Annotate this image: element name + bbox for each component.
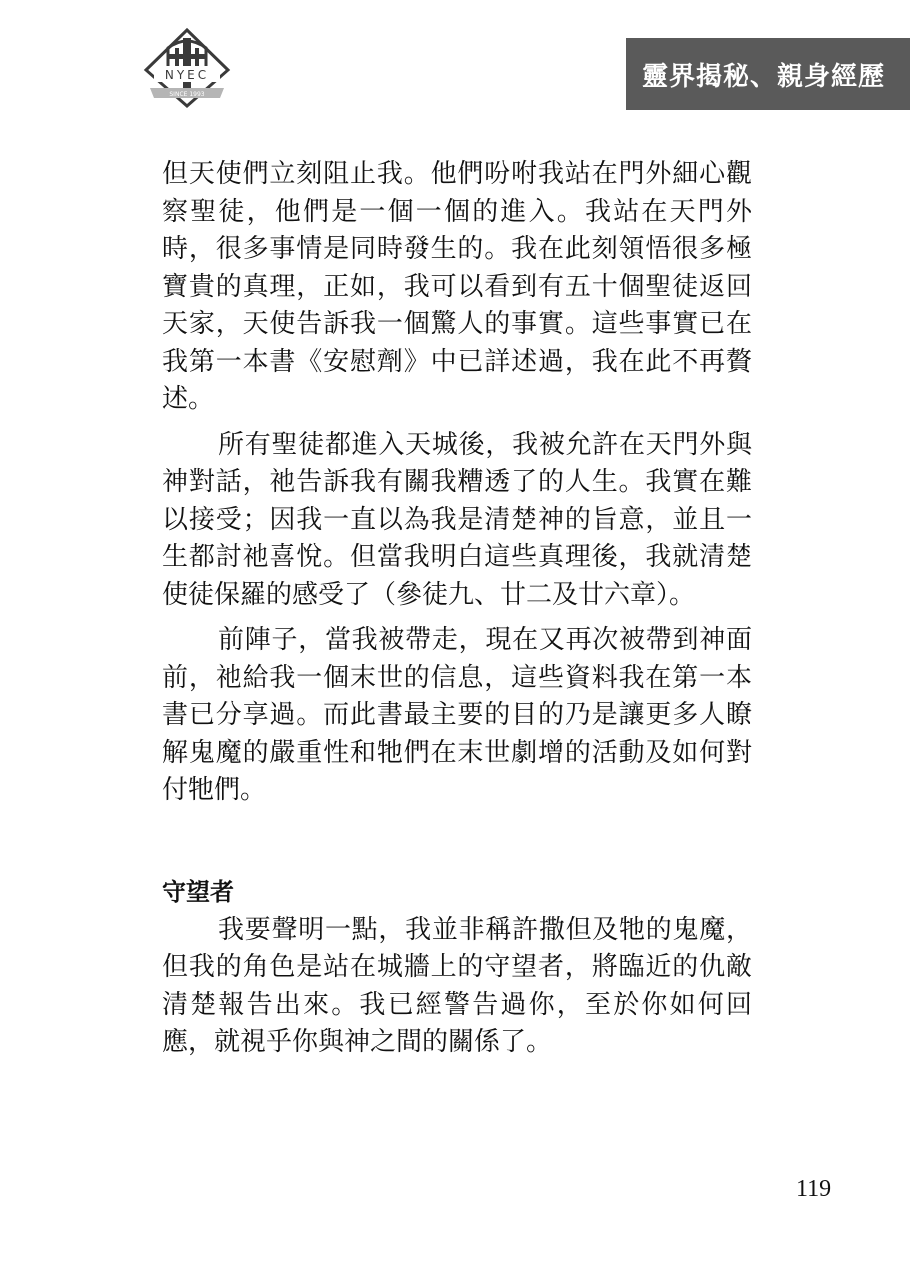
section-heading: 守望者 (162, 877, 234, 906)
chapter-title: 靈界揭秘、親身經歷 (642, 61, 886, 92)
church-cross-logo-icon (142, 26, 232, 110)
body-paragraph-2: 所有聖徒都進入天城後，我被允許在天門外與神對話，祂告訴我有關我糟透了的人生。我實在難以接受；因我一直以為我是清楚神的旨意，並且一生都討祂喜悅。但當我明白這些真理後，我就清楚使徒保羅的感受了（參徒九、廿二及廿六章）。 (162, 429, 752, 610)
logo-ribbon-text: SINCE 1993 (169, 91, 205, 98)
page-body (162, 156, 752, 1070)
body-paragraph-3: 前陣子，當我被帶走，現在又再次被帶到神面前，祂給我一個末世的信息，這些資料我在第一本書已分享過。而此書最主要的目的乃是讓更多人瞭解鬼魔的嚴重性和牠們在末世劇增的活動及如何對付牠們。 (162, 625, 752, 805)
page-number: 119 (796, 1176, 832, 1202)
chapter-header-bar (626, 38, 910, 110)
logo-letters: NYEC (164, 68, 210, 82)
section-paragraph: 我要聲明一點，我並非稱許撒但及牠的鬼魔，但我的角色是站在城牆上的守望者，將臨近的仇敵清楚報告出來。我已經警告過你，至於你如何回應，就視乎你與神之間的關係了。 (162, 914, 752, 1057)
body-paragraph-1: 但天使們立刻阻止我。他們吩咐我站在門外細心觀察聖徒，他們是一個一個的進入。我站在天門外時，很多事情是同時發生的。我在此刻領悟很多極寶貴的真理，正如，我可以看到有五十個聖徒返回天家，天使告訴我一個驚人的事實。這些事實已在我第一本書《安慰劑》中已詳述過，我在此不再贅述。 (162, 159, 752, 414)
